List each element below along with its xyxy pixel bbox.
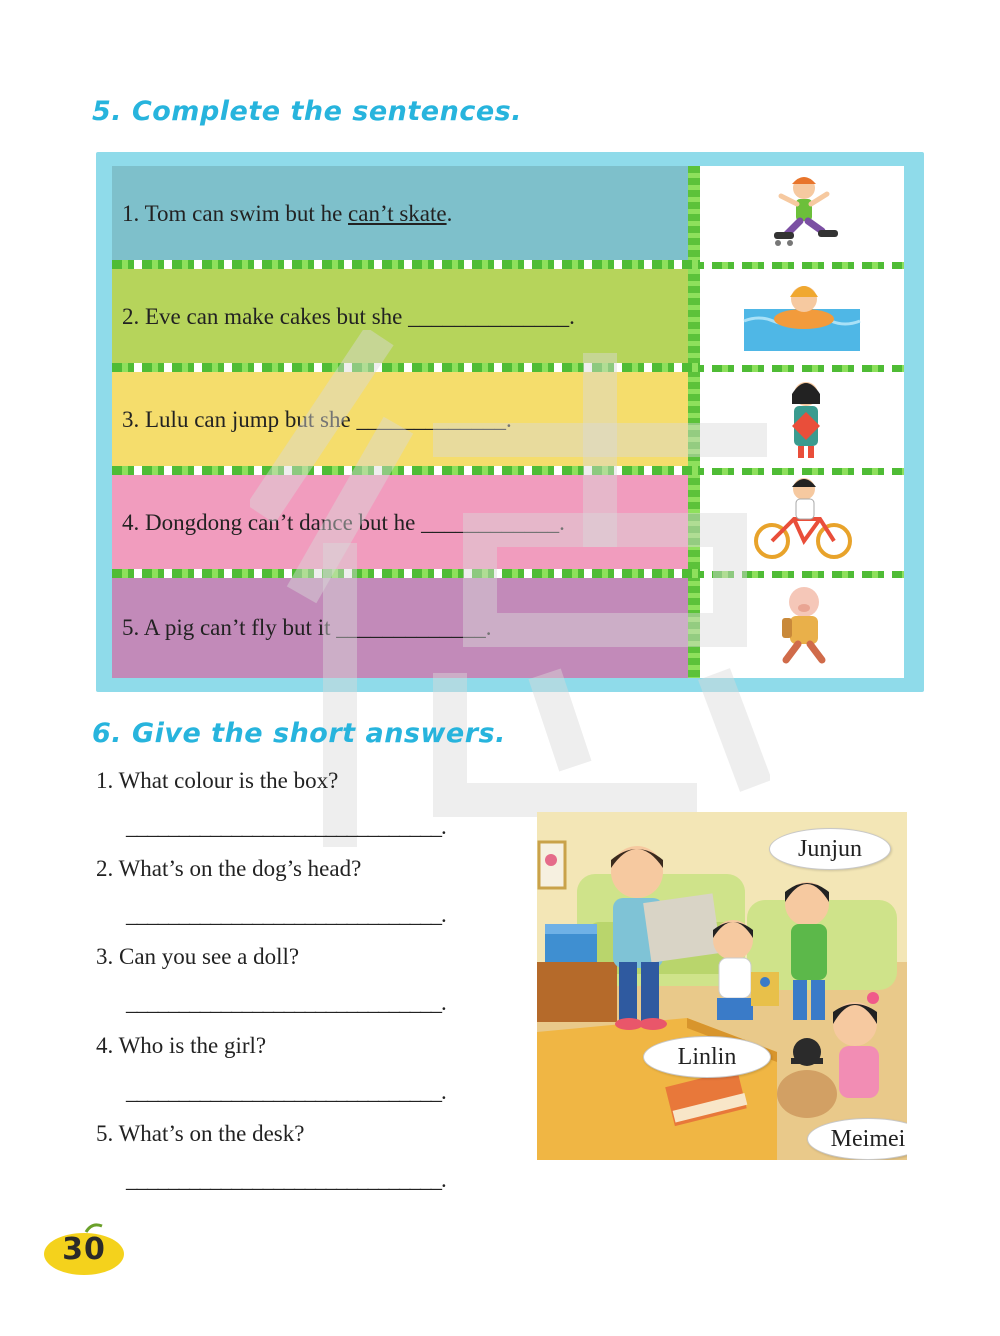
grass-divider-vertical	[688, 166, 700, 678]
sentence-4-prefix: 4. Dongdong can’t dance but he	[122, 510, 422, 535]
picture-cell-4	[700, 475, 904, 571]
sentence-3-blank[interactable]: _____________	[356, 407, 506, 432]
sentence-1-suffix: .	[446, 201, 453, 226]
picture-cell-1	[700, 166, 904, 262]
sentence-2-blank[interactable]: ______________	[408, 304, 570, 329]
question-5: 5. What’s on the desk?	[96, 1121, 305, 1146]
picture-cell-3	[700, 372, 904, 468]
pig-walking-icon	[700, 578, 904, 676]
sentence-2-suffix: .	[569, 304, 575, 329]
question-1: 1. What colour is the box?	[96, 768, 339, 793]
answer-line-4[interactable]: ______________________________.	[126, 1079, 446, 1104]
sentence-4-suffix: .	[559, 510, 565, 535]
page-number-badge	[42, 1222, 126, 1276]
sentence-5-suffix: .	[485, 615, 492, 640]
question-2: 2. What’s on the dog’s head?	[96, 856, 362, 881]
sentence-1-prefix: 1. Tom can swim but he	[122, 201, 349, 226]
label-bubble-linlin: Linlin	[643, 1036, 771, 1078]
girl-in-water-icon	[700, 269, 904, 363]
question-4: 4. Who is the girl?	[96, 1033, 267, 1058]
sentence-5-prefix: 5. A pig can’t fly but it	[122, 615, 337, 640]
exercise6-title: 6. Give the short answers.	[92, 718, 506, 749]
answer-line-2[interactable]: ______________________________.	[126, 902, 446, 927]
boy-on-bicycle-icon	[700, 475, 904, 569]
exercise5-board	[96, 152, 924, 692]
sentence-4-blank[interactable]: ____________	[421, 510, 560, 535]
sentence-strip-3	[112, 372, 688, 468]
sentence-1-answer: can’t skate	[348, 201, 447, 226]
sentence-3-prefix: 3. Lulu can jump but she	[122, 407, 357, 432]
picture-cell-2	[700, 269, 904, 365]
sentence-strip-2	[112, 269, 688, 365]
question-3: 3. Can you see a doll?	[96, 944, 300, 969]
sentence-2-prefix: 2. Eve can make cakes but she	[122, 304, 409, 329]
picture-cell-5	[700, 578, 904, 678]
page-number: 30	[62, 1232, 106, 1267]
answer-line-1[interactable]: ______________________________.	[126, 814, 446, 839]
girl-with-kite-icon	[700, 372, 904, 466]
sentence-5-blank[interactable]: _____________	[336, 615, 486, 640]
answer-line-3[interactable]: ______________________________.	[126, 990, 446, 1015]
label-bubble-meimei: Meimei	[807, 1118, 907, 1160]
boy-skating-icon	[700, 166, 904, 260]
label-bubble-junjun: Junjun	[769, 828, 891, 870]
answer-line-5[interactable]: ______________________________.	[126, 1167, 446, 1192]
living-room-scene	[537, 812, 907, 1160]
sentence-3-suffix: .	[505, 407, 512, 432]
sentence-strip-5	[112, 578, 688, 678]
exercise5-title: 5. Complete the sentences.	[92, 96, 522, 127]
sentence-strip-1	[112, 166, 688, 262]
sentence-strip-4	[112, 475, 688, 571]
